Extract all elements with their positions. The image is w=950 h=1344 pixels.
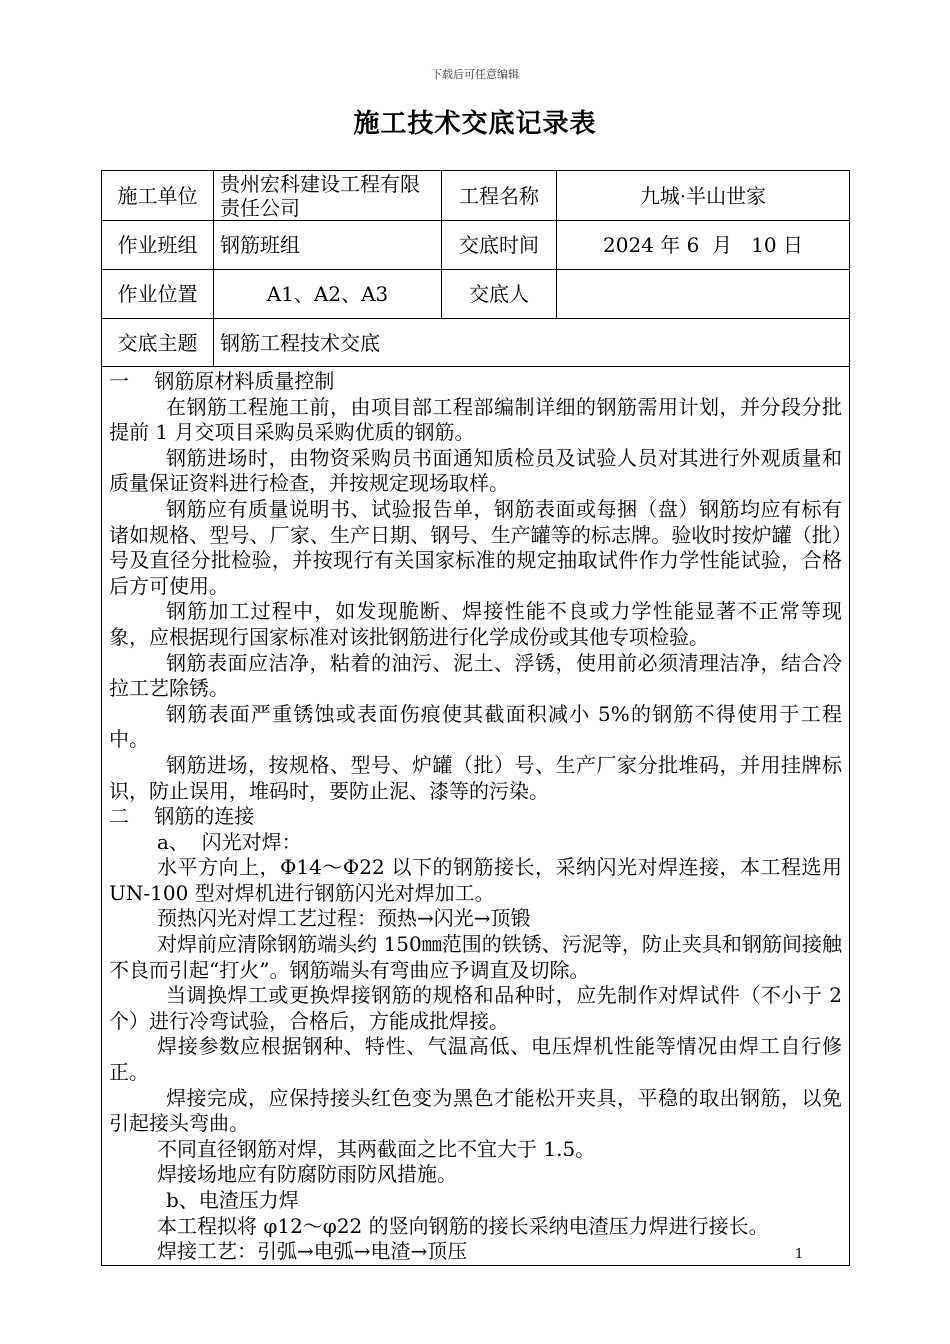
page-number: 1 bbox=[795, 1247, 804, 1262]
paragraph: 钢筋进场时，由物资采购员书面通知质检员及试验人员对其进行外观质量和质量保证资料进行检查，并按规定现场取样。 bbox=[109, 445, 842, 496]
person-value bbox=[557, 270, 850, 319]
paragraph: 焊接场地应有防腐防雨防风措施。 bbox=[157, 1162, 457, 1187]
project-label: 工程名称 bbox=[442, 171, 557, 221]
unit-label: 施工单位 bbox=[102, 171, 214, 221]
paragraph: 预热闪光对焊工艺过程：预热→闪光→顶锻 bbox=[157, 906, 531, 931]
paragraph: 钢筋进场，按规格、型号、炉罐（批）号、生产厂家分批堆码，并用挂牌标识，防止误用，堆码时，要防止泥、漆等的污染。 bbox=[109, 752, 842, 803]
paragraph: 钢筋表面严重锈蚀或表面伤痕使其截面积减小 5%的钢筋不得使用于工程中。 bbox=[109, 701, 842, 752]
unit-value: 贵州宏科建设工程有限责任公司 bbox=[214, 171, 442, 221]
paragraph: 不同直径钢筋对焊，其两截面之比不宜大于 1.5。 bbox=[157, 1136, 596, 1161]
table-row bbox=[102, 319, 850, 367]
table-row bbox=[102, 367, 850, 1266]
subsection-heading: b、电渣压力焊 bbox=[166, 1188, 299, 1212]
paragraph: 本工程拟将 φ12～φ22 的竖向钢筋的接长采纳电渣压力焊进行接长。 bbox=[157, 1213, 769, 1238]
location-value: A1、A2、A3 bbox=[214, 270, 442, 319]
time-label: 交底时间 bbox=[442, 221, 557, 270]
page-title: 施工技术交底记录表 bbox=[353, 109, 597, 139]
disclosure-content bbox=[102, 367, 850, 1266]
paragraph: 钢筋应有质量说明书、试验报告单，钢筋表面或每捆（盘）钢筋均应有标有诸如规格、型号、厂家、生产日期、钢号、生产罐等的标志牌。验收时按炉罐（批）号及直径分批检验，并按现行有关国家标准的规定抽取试件作力学性能试验，合格后方可使用。 bbox=[109, 496, 842, 598]
section-heading: 一 钢筋原材料质量控制 bbox=[109, 369, 335, 393]
subject-label: 交底主题 bbox=[102, 319, 214, 367]
paragraph: 水平方向上，Φ14～Φ22 以下的钢筋接长，采纳闪光对焊连接，本工程选用 UN-100 型对焊机进行钢筋闪光对焊加工。 bbox=[109, 855, 842, 905]
paragraph: 当调换焊工或更换焊接钢筋的规格和品种时，应先制作对焊试件（不小于 2 个）进行冷弯试验，合格后，方能成批焊接。 bbox=[109, 983, 842, 1033]
location-label: 作业位置 bbox=[102, 270, 214, 319]
paragraph: 焊接完成，应保持接头红色变为黑色才能松开夹具，平稳的取出钢筋，以免引起接头弯曲。 bbox=[109, 1085, 842, 1136]
paragraph: 焊接工艺：引弧→电弧→电渣→顶压 bbox=[157, 1239, 468, 1264]
paragraph: 在钢筋工程施工前，由项目部工程部编制详细的钢筋需用计划，并分段分批提前 1 月交项目采购员采购优质的钢筋。 bbox=[109, 394, 842, 445]
paragraph: 焊接参数应根据钢种、特性、气温高低、电压焊机性能等情况由焊工自行修正。 bbox=[109, 1034, 842, 1085]
section-heading: 二 钢筋的连接 bbox=[109, 804, 255, 829]
table-row bbox=[102, 221, 850, 270]
paragraph: 钢筋加工过程中，如发现脆断、焊接性能不良或力学性能显著不正常等现象，应根据现行国家标准对该批钢筋进行化学成份或其他专项检验。 bbox=[109, 599, 842, 649]
subject-value: 钢筋工程技术交底 bbox=[214, 319, 850, 367]
team-value: 钢筋班组 bbox=[214, 221, 442, 270]
paragraph: 钢筋表面应洁净，粘着的油污、泥土、浮锈，使用前必须清理洁净，结合冷拉工艺除锈。 bbox=[109, 650, 842, 701]
header-note: 下载后可任意编辑 bbox=[431, 68, 519, 81]
team-label: 作业班组 bbox=[102, 221, 214, 270]
table-row bbox=[102, 171, 850, 221]
subsection-heading: a、 闪光对焊： bbox=[157, 829, 302, 854]
record-table bbox=[101, 170, 850, 1266]
time-value: 2024 年 6 月 10 日 bbox=[557, 221, 850, 270]
project-value: 九城·半山世家 bbox=[557, 171, 850, 221]
person-label: 交底人 bbox=[442, 270, 557, 319]
paragraph: 对焊前应清除钢筋端头约 150㎜范围的铁锈、污泥等，防止夹具和钢筋间接触不良而引起“打火”。钢筋端头有弯曲应予调直及切除。 bbox=[109, 932, 842, 982]
table-row bbox=[102, 270, 850, 319]
